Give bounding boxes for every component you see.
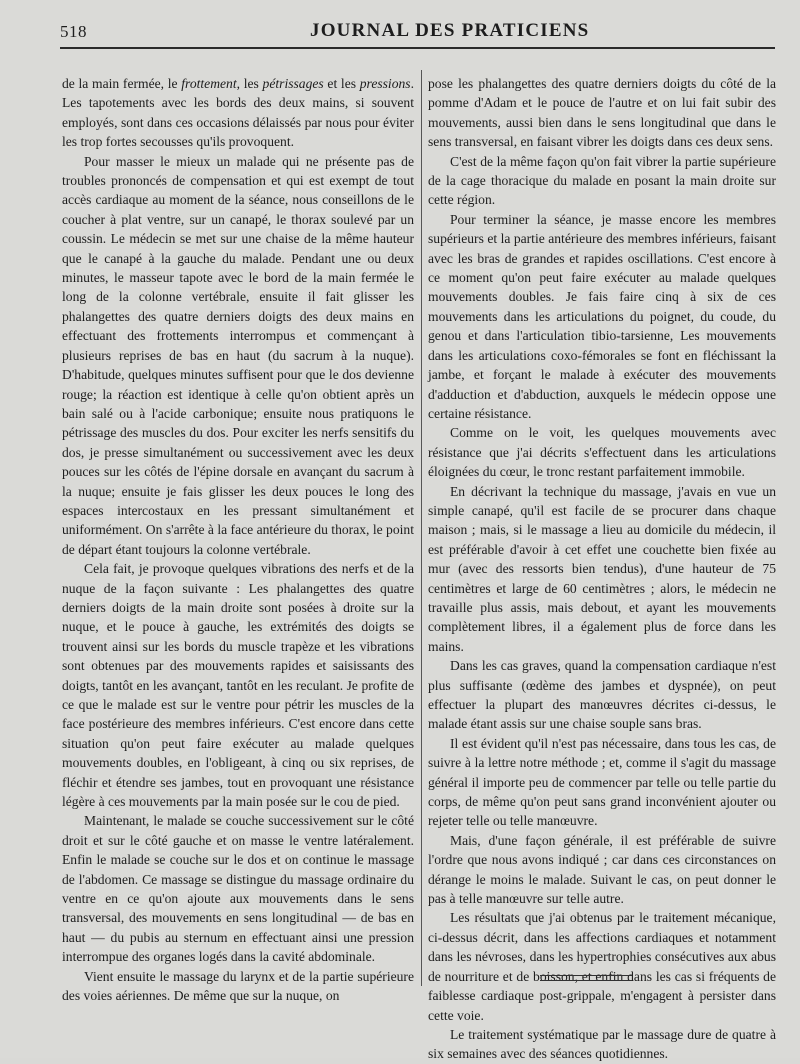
paragraph: pose les phalangettes des quatre derniers doigts du côté de la pomme d'Adam et le pouce de l'autre et on lui fait subir des mouvements, aussi bien dans le sens longitudinal que dans le sens transversal, en faisant vibrer les doigts dans ces deux sens.	[428, 76, 776, 150]
paragraph: Cela fait, je provoque quelques vibrations des nerfs et de la nuque de la façon suivante : Les phalangettes des quatre derniers doigts de la main droite sont posées à droite sur la nuque, et le pouce à gauche, les extrémités des doigts se trouvent ainsi sur les bords du muscle trapèze et les vibrations sont obtenues par des mouvements rapides et saisissants des doigts, tantôt en les avançant, tantôt en les reculant. Je profite de ce que le malade est sur le ventre pour pétrir les muscles de la face postérieure des membres inférieurs. C'est encore dans cette situation qu'on peut faire exécuter au malade quelques mouvements doubles, en l'obligeant, à cinq ou six reprises, de fléchir et étendre ses jambes, tout en provoquant une résistance légère à ces mouvements par la main posée sur le cou de pied.	[62, 561, 414, 810]
italic-term: pressions	[359, 76, 411, 91]
text-run: et les	[323, 76, 360, 91]
page-header	[60, 20, 775, 50]
article-end-rule	[540, 975, 632, 981]
paragraph: Vient ensuite le massage du larynx et de la partie supérieure des voies aériennes. De même que sur la nuque, on	[62, 968, 414, 1004]
header-rule	[60, 47, 775, 49]
column-divider	[421, 70, 422, 986]
paragraph: En décrivant la technique du massage, j'avais en vue un simple canapé, qu'il est facile de se procurer dans chaque maison ; mais, si le massage a lieu au domicile du médecin, il est préférable d'avoir à cet effet une couchette bien fixée au mur (avec des ressorts bien tendus), d'une hauteur de 75 centimètres et large de 60 centimètres ; alors, le médecin ne travaille plus assis, mais debout, et ayant les mouvements complètement libres, il a également plus de force dans les mains.	[428, 483, 776, 654]
paragraph: Il est évident qu'il n'est pas nécessaire, dans tous les cas, de suivre à la lettre notre méthode ; et, comme il s'agit du massage général il importe peu de commencer par telle ou telle partie du corps, de même qu'on peut sans grand inconvénient ajouter ou rejeter telle ou telle manœuvre.	[428, 735, 776, 829]
page-number: 518	[60, 22, 87, 41]
text-run: . Les tapotements avec les bords des deux mains, si souvent employés, sont dans ces occasions délaissés par nous pour éviter les trop fortes secousses qu'ils provoquent.	[62, 76, 414, 150]
paragraph: Mais, d'une façon générale, il est préférable de suivre l'ordre que nous avons indiqué ; car dans ces circonstances on dérange le moins le malade. Suivant le cas, on peut donner le pas à telle manœuvre sur telle autre.	[428, 832, 776, 907]
paragraph: C'est de la même façon qu'on fait vibrer la partie supérieure de la cage thoracique du malade en posant la main droite sur cette région.	[428, 153, 776, 208]
text-run: , les	[236, 76, 263, 91]
right-column	[428, 74, 776, 1064]
paragraph: Dans les cas graves, quand la compensation cardiaque n'est plus suffisante (œdème des jambes et dyspnée), on peut effectuer la plupart des manœuvres décrites ci-dessus, le malade étant assis sur une chaise souple sans bras.	[428, 658, 776, 732]
paragraph: Le traitement systématique par le massage dure de quatre à six semaines avec des séances quotidiennes.	[428, 1026, 776, 1062]
italic-term: pétrissages	[262, 76, 324, 91]
paragraph: Les résultats que j'ai obtenus par le traitement mécanique, ci-dessus décrit, dans les affections cardiaques et notamment dans les névroses, dans les hypertrophies consécutives aux abus de nourriture et de boisson, et enfin dans les cas si fréquents de faiblesse cardiaque post-grippale, m'engagent à persister dans cette voie.	[428, 910, 776, 1023]
paragraph: Maintenant, le malade se couche successivement sur le côté droit et sur le côté gauche et on masse le ventre latéralement. Enfin le malade se couche sur le dos et on continue le massage de l'abdomen. Ce massage se distingue du massage ordinaire du ventre en ce qu'on ajoute aux mouvements dans le sens transversal, des mouvements en sens longitudinal — de bas en haut — du pubis au sternum en effectuant ainsi une pression interrompue des organes logés dans la cavité abdominale.	[62, 813, 414, 965]
running-title: JOURNAL DES PRATICIENS	[310, 20, 590, 41]
paragraph	[62, 74, 414, 152]
italic-term: frottement	[181, 76, 237, 91]
paragraph: Pour terminer la séance, je masse encore les membres supérieurs et la partie antérieure des membres inférieurs, faisant avec les bras de grandes et rapides oscillations. C'est encore à ce moment qu'on peut faire exécuter au malade quelques mouvements doubles. Je fais faire cinq à six de ces mouvements dans les articulations du poignet, du coude, du genou et dans l'articulation tibio-tarsienne, Les mouvements dans les articulations coxo-fémorales se font en fléchissant la jambe, et forçant le malade à exécuter des mouvements d'adduction et d'abduction, auxquels le médecin oppose une certaine résistance.	[428, 211, 776, 421]
paragraph: Pour masser le mieux un malade qui ne présente pas de troubles prononcés de compensation et qui est exempt de tout accès cardiaque au moment de la séance, nous conseillons de le coucher à plat ventre, sur un canapé, le thorax soulevé par un coussin. Le médecin se met sur une chaise de la même hauteur que le canapé à la gauche du malade. Pendant une ou deux minutes, le masseur tapote avec le bord de la main fermée le long de la colonne vertébrale, ensuite il fait glisser les phalangettes des quatre derniers doigts des deux mains en effectuant des frottements interrompus et commençant à plusieurs reprises de bas en haut (du sacrum à la nuque). D'habitude, quelques minutes suffisent pour que le dos devienne rouge; la réaction est identique à celle qu'on obtient après un bain salé ou à l'acide carbonique; ensuite nous pratiquons le pétrissage des muscles du dos. Pour exciter les nerfs sensitifs du dos, je presse simultanément ou successivement avec les deux pouces sur les côtés de l'épine dorsale en avançant du sacrum à la nuque; ensuite je fais glisser les deux pouces le long des espaces intercostaux en les pressant simultanément et uniformément. On s'arrête à la face antérieure du thorax, le point de départ étant toujours la colonne vertébrale.	[62, 153, 414, 557]
text-run: de la main fermée, le	[62, 76, 182, 91]
paragraph: Comme on le voit, les quelques mouvements avec résistance que j'ai décrits s'effectuent dans les articulations éloignées du cœur, le tronc restant parfaitement immobile.	[428, 425, 776, 480]
left-column	[62, 74, 414, 1006]
